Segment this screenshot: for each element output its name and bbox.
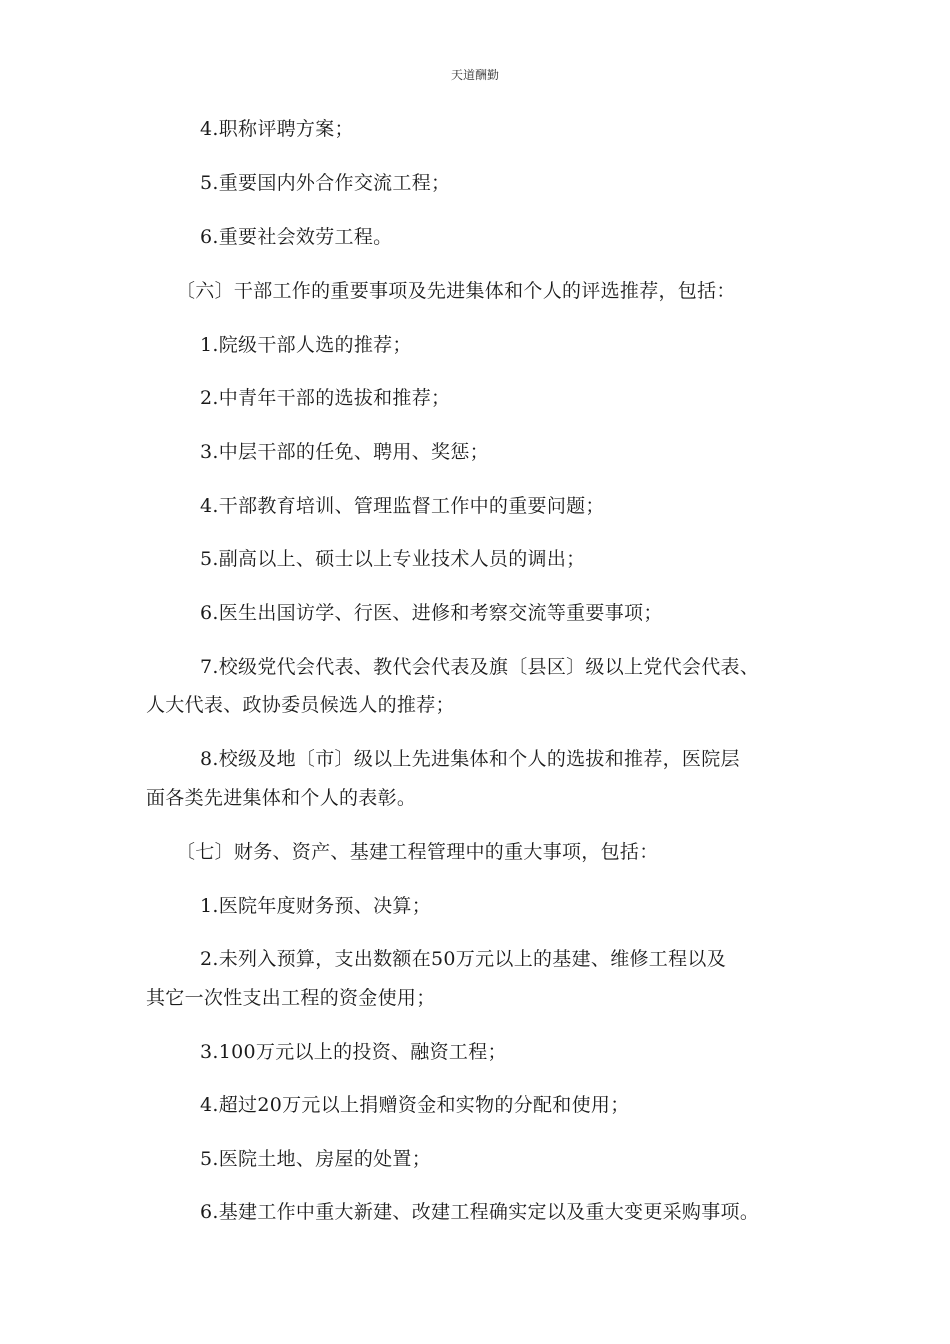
- section-heading: 〔七〕财务、资产、基建工程管理中的重大事项，包括：: [176, 841, 659, 863]
- text-line: 8.校级及地〔市〕级以上先进集体和个人的选拔和推荐，医院层: [200, 748, 740, 770]
- text-line: 2.中青年干部的选拔和推荐；: [200, 387, 451, 409]
- text-line: 3.中层干部的任免、聘用、奖惩；: [200, 441, 489, 463]
- text-line: 6.基建工作中重大新建、改建工程确实定以及重大变更采购事项。: [200, 1201, 760, 1223]
- text-line: 5.医院土地、房屋的处置；: [200, 1148, 432, 1170]
- text-line: 1.医院年度财务预、决算；: [200, 895, 432, 917]
- text-line: 4.职称评聘方案；: [200, 118, 354, 140]
- text-line: 面各类先进集体和个人的表彰。: [146, 787, 417, 809]
- page-header: 天道酬勤: [450, 68, 499, 82]
- section-heading: 〔六〕干部工作的重要事项及先进集体和个人的评选推荐，包括：: [176, 280, 736, 302]
- text-line: 其它一次性支出工程的资金使用；: [146, 987, 436, 1009]
- text-line: 3.100万元以上的投资、融资工程；: [200, 1041, 507, 1063]
- text-line: 6.医生出国访学、行医、进修和考察交流等重要事项；: [200, 602, 663, 624]
- text-line: 5.副高以上、硕士以上专业技术人员的调出；: [200, 548, 586, 570]
- text-line: 人大代表、政协委员候选人的推荐；: [146, 694, 455, 716]
- text-line: 6.重要社会效劳工程。: [200, 226, 393, 248]
- text-line: 4.超过20万元以上捐赠资金和实物的分配和使用；: [200, 1094, 630, 1116]
- text-line: 5.重要国内外合作交流工程；: [200, 172, 451, 194]
- text-line: 2.未列入预算，支出数额在50万元以上的基建、维修工程以及: [200, 948, 727, 970]
- text-line: 7.校级党代会代表、教代会代表及旗〔县区〕级以上党代会代表、: [200, 656, 760, 678]
- text-line: 4.干部教育培训、管理监督工作中的重要问题；: [200, 495, 605, 517]
- text-line: 1.院级干部人选的推荐；: [200, 334, 412, 356]
